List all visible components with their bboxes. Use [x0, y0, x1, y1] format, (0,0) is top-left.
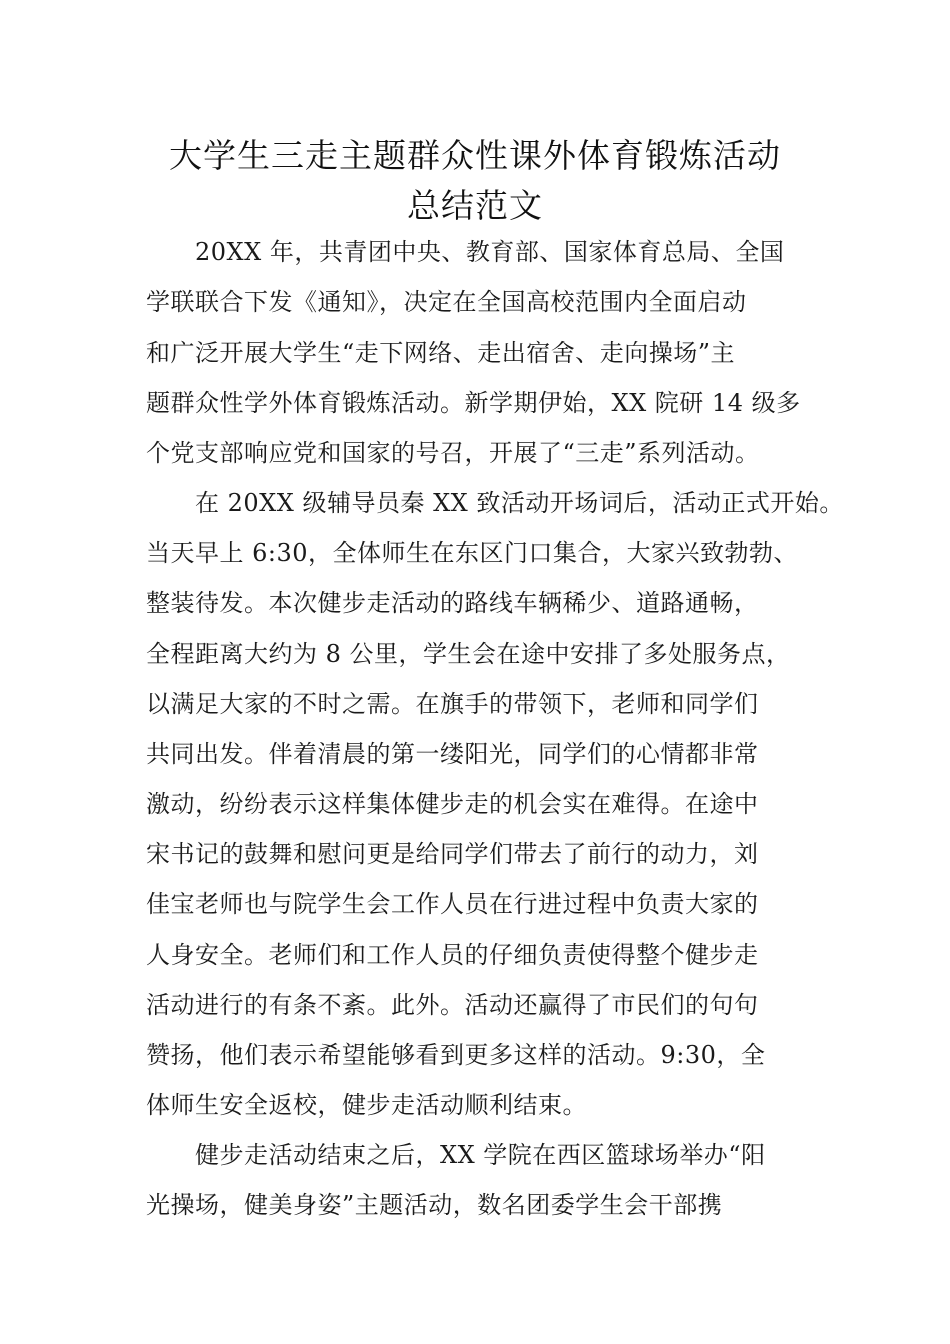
body-text-line: 全程距离大约为 8 公里，学生会在途中安排了多处服务点， — [146, 640, 791, 668]
body-text-line: 题群众性学外体育锻炼活动。新学期伊始，XX 院研 14 级多 — [146, 389, 801, 417]
document-title-line-1: 大学生三走主题群众性课外体育锻炼活动 — [169, 136, 781, 175]
body-text-line: 活动进行的有条不紊。此外。活动还赢得了市民们的句句 — [146, 991, 759, 1019]
body-text-line: 和广泛开展大学生“走下网络、走出宿舍、走向操场”主 — [146, 339, 736, 367]
body-text-line: 体师生安全返校，健步走活动顺利结束。 — [146, 1091, 587, 1119]
body-text-line: 当天早上 6:30，全体师生在东区门口集合，大家兴致勃勃、 — [146, 539, 799, 567]
body-text-line: 整装待发。本次健步走活动的路线车辆稀少、道路通畅， — [146, 589, 759, 617]
body-text-line: 激动，纷纷表示这样集体健步走的机会实在难得。在途中 — [146, 790, 759, 818]
body-text-line: 宋书记的鼓舞和慰问更是给同学们带去了前行的动力，刘 — [146, 840, 759, 868]
document-title-line-2: 总结范文 — [407, 186, 543, 225]
body-text-line: 共同出发。伴着清晨的第一缕阳光，同学们的心情都非常 — [146, 740, 759, 768]
body-text-line: 个党支部响应党和国家的号召，开展了“三走”系列活动。 — [146, 439, 760, 467]
body-text-line: 在 20XX 级辅导员秦 XX 致活动开场词后，活动正式开始。 — [146, 489, 844, 517]
body-text-line: 人身安全。老师们和工作人员的仔细负责使得整个健步走 — [146, 941, 759, 969]
body-text-line: 赞扬，他们表示希望能够看到更多这样的活动。9:30，全 — [146, 1041, 766, 1069]
body-text-line: 光操场，健美身姿”主题活动，数名团委学生会干部携 — [146, 1191, 723, 1219]
body-text-line: 佳宝老师也与院学生会工作人员在行进过程中负责大家的 — [146, 890, 759, 918]
body-text-line: 20XX 年，共青团中央、教育部、国家体育总局、全国 — [146, 238, 785, 266]
body-text-line: 以满足大家的不时之需。在旗手的带领下，老师和同学们 — [146, 690, 759, 718]
body-text-line: 健步走活动结束之后，XX 学院在西区篮球场举办“阳 — [146, 1141, 766, 1169]
body-text-line: 学联联合下发《通知》，决定在全国高校范围内全面启动 — [146, 288, 747, 316]
